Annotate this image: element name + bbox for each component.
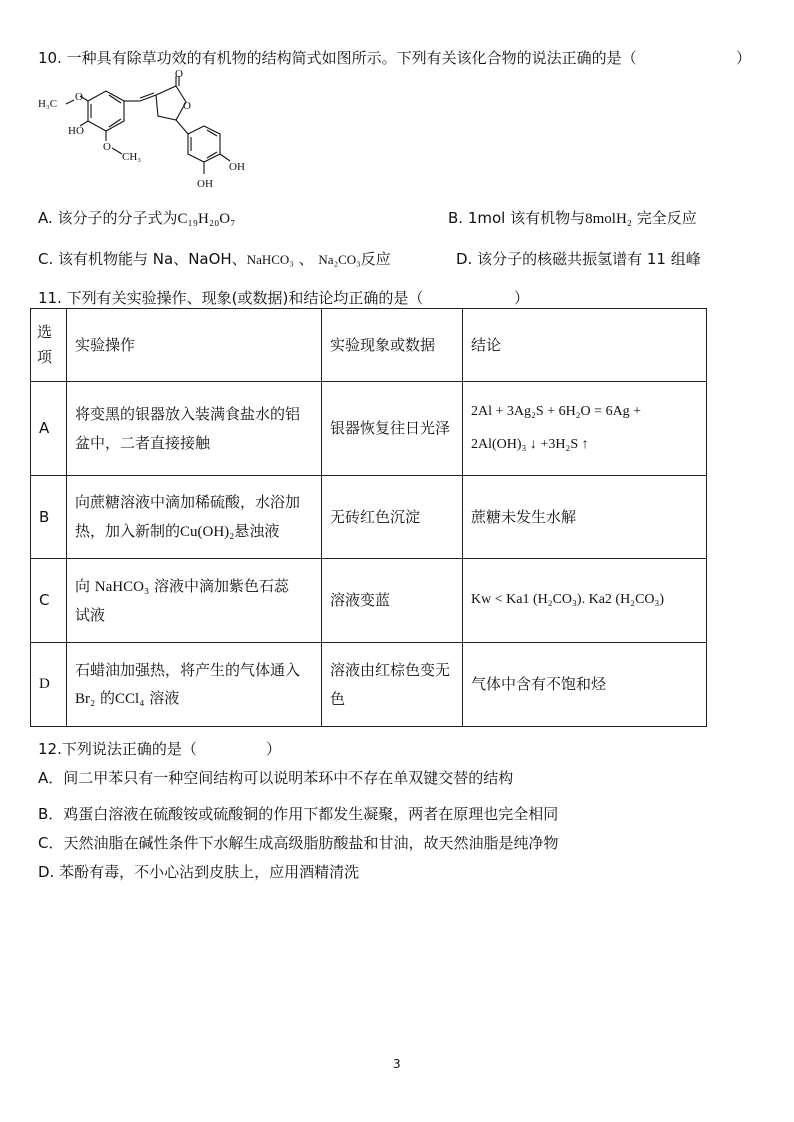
q12-option-d: D. 苯酚有毒，不小心沾到皮肤上，应用酒精清洗	[38, 863, 360, 881]
q10-stem-text: 10. 一种具有除草功效的有机物的结构简式如图所示。下列有关该化合物的说法正确的是（	[38, 49, 637, 67]
header-operation: 实验操作	[67, 309, 322, 382]
oh-right-label: OH	[229, 161, 245, 173]
row-a-operation: 将变黑的银器放入装满食盐水的铝盆中，二者直接接触	[67, 382, 322, 476]
page-number: 3	[393, 1057, 401, 1071]
q12-option-b: B．鸡蛋白溶液在硫酸铵或硫酸铜的作用下都发生凝聚，两者在原理也完全相同	[38, 805, 559, 823]
table-row	[31, 382, 707, 476]
q12-option-a: A．间二甲苯只有一种空间结构可以说明苯环中不存在单双键交替的结构	[38, 769, 514, 787]
q10-stem	[38, 47, 637, 68]
methoxy-top-o: O	[75, 91, 83, 103]
oh-bottom-label: OH	[197, 178, 213, 190]
q11-table	[30, 308, 707, 727]
header-phenomenon: 实验现象或数据	[322, 309, 463, 382]
table-row	[31, 559, 707, 643]
q12-stem-close: ）	[266, 740, 282, 758]
row-c-conclusion: Kw < Ka1 (H₂CO₃). Ka2 (H₂CO₃)	[463, 559, 707, 643]
row-b-conclusion: 蔗糖未发生水解	[463, 476, 707, 559]
row-a-option: A	[31, 382, 67, 476]
row-b-option: B	[31, 476, 67, 559]
header-conclusion: 结论	[463, 309, 707, 382]
q10-stem-close: ）	[736, 49, 752, 67]
q11-stem-close: ）	[514, 289, 530, 307]
table-row	[31, 476, 707, 559]
row-a-conclusion: 2Al + 3Ag₂S + 6H₂O = 6Ag + 2Al(OH)₃ ↓ +3H₂S ↑	[463, 382, 707, 476]
q12-stem: 12.下列说法正确的是（	[38, 740, 197, 758]
row-b-phenomenon: 无砖红色沉淀	[322, 476, 463, 559]
methoxy-bottom-o: O	[103, 141, 111, 153]
q12-option-c: C．天然油脂在碱性条件下水解生成高级脂肪酸盐和甘油，故天然油脂是纯净物	[38, 834, 559, 852]
hydroxyl-left-label: HO	[68, 125, 84, 137]
molecule-structure-diagram	[36, 68, 266, 193]
row-a-phenomenon: 银器恢复往日光泽	[322, 382, 463, 476]
q10-option-c: C. 该有机物能与 Na、NaOH、NaHCO₃ 、 Na₂CO₃反应	[38, 250, 391, 268]
row-c-phenomenon: 溶液变蓝	[322, 559, 463, 643]
lactone-carbonyl-o: O	[175, 68, 183, 80]
row-d-phenomenon: 溶液由红棕色变无色	[322, 643, 463, 727]
row-d-operation: 石蜡油加强热，将产生的气体通入 Br₂ 的CCl₄ 溶液	[67, 643, 322, 727]
row-d-conclusion: 气体中含有不饱和烃	[463, 643, 707, 727]
row-b-operation: 向蔗糖溶液中滴加稀硫酸，水浴加 热，加入新制的Cu(OH)₂悬浊液	[67, 476, 322, 559]
methoxy-bottom-label: CH₃	[122, 151, 142, 163]
q10-option-d: D. 该分子的核磁共振氢谱有 11 组峰	[456, 250, 701, 268]
q10-option-b: B. 1mol 该有机物与8molH₂ 完全反应	[448, 209, 697, 227]
row-c-option: C	[31, 559, 67, 643]
header-option: 选项	[31, 309, 67, 382]
row-c-operation: 向 NaHCO₃ 溶液中滴加紫色石蕊 试液	[67, 559, 322, 643]
q11-stem: 11. 下列有关实验操作、现象(或数据)和结论均正确的是（	[38, 289, 424, 307]
methoxy-top-label: H₃C	[38, 98, 58, 110]
table-header-row	[31, 309, 707, 382]
row-d-option: D	[31, 643, 67, 727]
table-row	[31, 643, 707, 727]
q10-option-a: A. 该分子的分子式为C₁₉H₂₀O₇	[38, 209, 236, 227]
lactone-ring-o: O	[183, 100, 191, 112]
